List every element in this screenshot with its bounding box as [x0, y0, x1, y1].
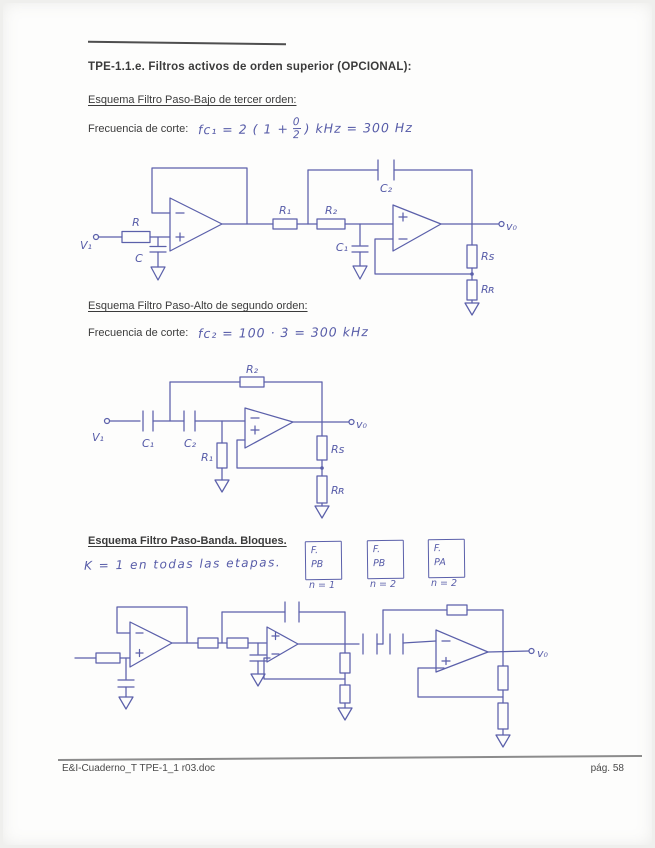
feedback-wire-opamp1	[152, 168, 247, 224]
label-vout: v₀	[356, 418, 367, 431]
block-caption-2: n = 2	[370, 579, 397, 590]
feedback-wire	[237, 440, 322, 468]
opamp	[245, 408, 293, 448]
cutoff-label-highpass: Frecuencia de corte:	[88, 326, 189, 339]
feedback-wire-opamp2	[264, 658, 345, 679]
resistor-r2	[317, 219, 345, 229]
fraction-numerator: 0	[293, 116, 301, 129]
opamp-2	[267, 627, 298, 662]
ground-symbol	[353, 266, 367, 279]
ground-symbol	[496, 735, 510, 747]
top-rule	[88, 41, 286, 45]
feedback-resistor-opamp3	[383, 605, 503, 652]
footer-filename: E&I-Cuaderno_T TPE-1_1 r03.doc	[62, 763, 216, 774]
block-line1: F.	[433, 543, 442, 555]
opamp-1	[170, 198, 222, 251]
ground-symbol	[251, 674, 265, 686]
label-r2: R₂	[324, 204, 338, 217]
block-filter-2	[367, 540, 404, 579]
highpass-circuit-diagram	[82, 360, 372, 532]
label-r1: R₁	[200, 451, 213, 464]
ground-symbol	[315, 506, 329, 518]
capacitor-b	[390, 634, 403, 654]
block-filter-3	[428, 539, 465, 578]
output-terminal	[349, 420, 354, 425]
opamp-1	[130, 622, 172, 667]
feedback-wire-opamp2	[375, 239, 472, 274]
block-filter-1	[305, 541, 342, 580]
output-divider-resistor-1	[498, 652, 508, 690]
label-rr: Rʀ	[481, 283, 496, 296]
ground-symbol	[465, 303, 479, 315]
label-rs: Rs	[331, 443, 345, 456]
block-line2: PA	[433, 556, 446, 568]
feedback-resistor-r2	[170, 377, 322, 422]
section-heading-lowpass: Esquema Filtro Paso-Bajo de tercer orden:	[88, 94, 297, 106]
block-line1: F.	[372, 544, 381, 556]
input-terminal	[105, 419, 141, 424]
formula-lhs: fc₁ = 2 ( 1 +	[198, 121, 290, 138]
label-c1: C₁	[141, 437, 155, 450]
block-caption-3: n = 2	[431, 578, 458, 589]
series-resistor-2	[227, 638, 248, 648]
bandpass-circuit-diagram	[70, 596, 570, 766]
divider-resistor-2	[340, 673, 350, 708]
label-c1: C₁	[335, 241, 348, 254]
output-terminal	[499, 222, 504, 227]
label-r: R	[132, 216, 140, 229]
label-r1: R₁	[278, 204, 292, 217]
block-line1: F.	[310, 545, 319, 557]
label-vin: V₁	[92, 431, 104, 444]
resistor-rr	[467, 268, 477, 303]
series-resistor-1	[198, 638, 218, 648]
resistor-rs	[317, 422, 327, 460]
opamp-2	[393, 205, 441, 251]
cutoff-formula-highpass: fc₂ = 100 · 3 = 300 kHz	[198, 324, 370, 341]
section-heading-highpass: Esquema Filtro Paso-Alto de segundo orden:	[88, 300, 308, 312]
footer	[62, 763, 624, 774]
resistor-r1	[273, 219, 297, 229]
page-title: TPE-1.1.e. Filtros activos de orden superior (OPCIONAL):	[88, 61, 412, 73]
cutoff-row-lowpass	[88, 117, 413, 140]
label-c2: C₂	[379, 182, 393, 195]
fraction-denominator: 2	[293, 128, 301, 141]
opamp-3	[436, 630, 488, 672]
block-caption-1: n = 1	[309, 580, 336, 591]
label-rr: Rʀ	[331, 484, 346, 497]
ground-symbol	[215, 480, 229, 492]
ground-symbol	[338, 708, 352, 720]
label-r2: R₂	[245, 363, 259, 376]
feedback-wire-opamp1	[117, 607, 187, 643]
label-vin: V₁	[80, 239, 92, 252]
bandpass-note: K = 1 en todas las etapas.	[83, 555, 282, 573]
label-vout: v₀	[506, 220, 517, 233]
resistor-r1	[217, 421, 227, 480]
capacitor-to-ground-1	[118, 658, 134, 697]
divider-resistor-1	[340, 644, 350, 673]
capacitor-c1	[352, 224, 368, 266]
cutoff-row-highpass	[88, 325, 369, 340]
resistor-rr	[317, 460, 327, 506]
label-vout: v₀	[537, 647, 548, 660]
capacitor-a	[363, 634, 377, 654]
capacitor-c1	[143, 411, 153, 431]
resistor-rs	[467, 224, 477, 268]
formula-fraction	[293, 117, 301, 140]
ground-symbol	[151, 267, 165, 280]
resistor-r	[122, 232, 150, 243]
ground-symbol	[119, 697, 133, 709]
block-line2: PB	[372, 557, 386, 569]
label-c: C	[135, 252, 143, 265]
block-line2: PB	[310, 558, 324, 570]
input-resistor	[96, 653, 120, 663]
capacitor-c2	[184, 411, 195, 431]
capacitor-c	[150, 237, 166, 267]
output-terminal	[529, 649, 534, 654]
feedback-wire-opamp3	[418, 668, 503, 697]
lowpass-circuit-diagram	[72, 150, 517, 322]
input-terminal	[94, 235, 123, 240]
cutoff-formula-lowpass	[198, 116, 413, 141]
footer-page-number: pág. 58	[590, 763, 624, 774]
label-rs: Rs	[481, 250, 495, 263]
label-c2: C₂	[183, 437, 197, 450]
cutoff-label-lowpass: Frecuencia de corte:	[88, 122, 189, 135]
formula-rhs: ) kHz = 300 Hz	[304, 119, 414, 137]
section-heading-bandpass: Esquema Filtro Paso-Banda. Bloques.	[88, 535, 287, 547]
